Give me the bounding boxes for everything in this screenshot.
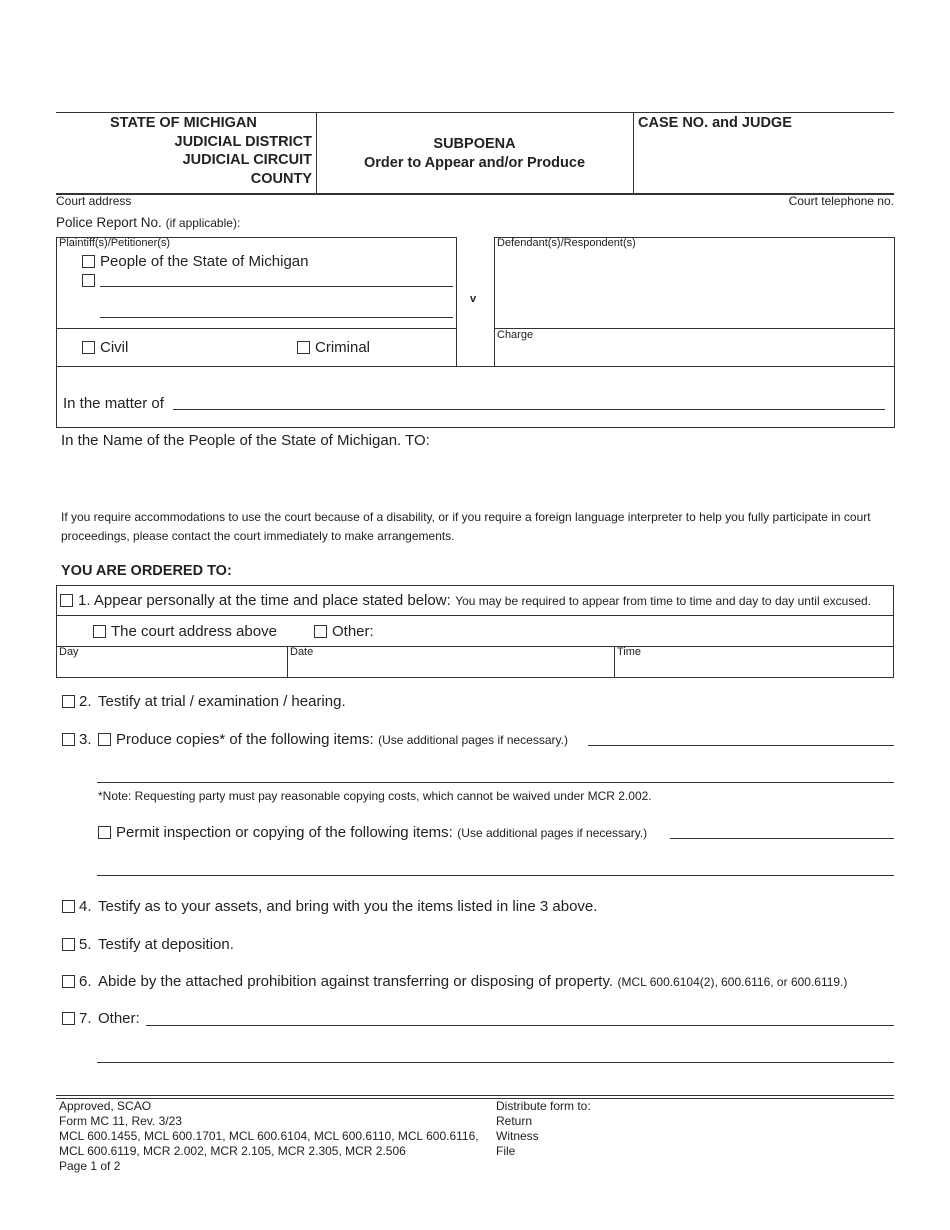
item2-checkbox[interactable] xyxy=(62,695,75,708)
produce-items-line-2[interactable] xyxy=(97,782,894,783)
footer-rule-1 xyxy=(56,1095,894,1096)
other-place-checkbox[interactable] xyxy=(314,625,327,638)
form-number: Form MC 11, Rev. 3/23 xyxy=(59,1114,182,1128)
other-plaintiff-checkbox[interactable] xyxy=(82,274,95,287)
date-time-divider xyxy=(614,646,615,678)
day-date-divider xyxy=(287,646,288,678)
footer-left xyxy=(59,1099,479,1174)
criminal-checkbox[interactable] xyxy=(297,341,310,354)
item5-checkbox[interactable] xyxy=(62,938,75,951)
item4-checkbox[interactable] xyxy=(62,900,75,913)
other-place-label: Other: xyxy=(332,623,374,640)
case-no-field[interactable] xyxy=(640,132,890,188)
time-field[interactable] xyxy=(618,660,890,676)
to-line: In the Name of the People of the State of Michigan. TO: xyxy=(61,432,430,449)
court-telephone-label: Court telephone no. xyxy=(788,194,894,208)
appearance-row-rule-2 xyxy=(56,646,894,647)
header-top-rule xyxy=(56,112,894,113)
mcl-references-2: MCL 600.6119, MCR 2.002, MCR 2.105, MCR 2.305, MCR 2.506 xyxy=(59,1144,406,1158)
copy-cost-note: *Note: Requesting party must pay reasonable copying costs, which cannot be waived under MCR 2.002. xyxy=(98,789,652,803)
permit-note: (Use additional pages if necessary.) xyxy=(457,826,648,840)
item1-row xyxy=(78,592,871,610)
approved-label: Approved, SCAO xyxy=(59,1099,152,1113)
item7-line-1[interactable] xyxy=(146,1025,894,1026)
charge-label: Charge xyxy=(497,329,534,341)
people-checkbox[interactable] xyxy=(82,255,95,268)
distribute-label: Distribute form to: xyxy=(496,1099,591,1113)
matter-field[interactable] xyxy=(173,409,885,410)
item4-label: Testify as to your assets, and bring with you the items listed in line 3 above. xyxy=(98,898,598,915)
court-address-checkbox[interactable] xyxy=(93,625,106,638)
form-subtitle: Order to Appear and/or Produce xyxy=(363,155,586,171)
circuit-label: JUDICIAL CIRCUIT xyxy=(182,152,312,168)
charge-field[interactable] xyxy=(498,343,890,363)
state-label: STATE OF MICHIGAN xyxy=(110,115,257,131)
permit-items-line-2[interactable] xyxy=(97,875,894,876)
item2-number: 2. xyxy=(79,693,92,710)
accommodation-line-2: proceedings, please contact the court immediately to make arrangements. xyxy=(61,529,455,543)
defendant-box-divider xyxy=(494,328,895,329)
case-no-label: CASE NO. and JUDGE xyxy=(638,115,792,131)
day-label: Day xyxy=(59,646,79,658)
item5-number: 5. xyxy=(79,936,92,953)
produce-items-line-1[interactable] xyxy=(588,745,894,746)
police-report-field[interactable] xyxy=(250,213,550,231)
distribute-file: File xyxy=(496,1144,516,1158)
item6-row xyxy=(98,973,847,991)
permit-label: Permit inspection or copying of the following items: xyxy=(116,824,453,841)
plaintiff-box-divider xyxy=(56,328,457,329)
item7-checkbox[interactable] xyxy=(62,1012,75,1025)
other-plaintiff-line-1[interactable] xyxy=(100,286,453,287)
item6-number: 6. xyxy=(79,973,92,990)
matter-box xyxy=(56,366,895,428)
court-address-option: The court address above xyxy=(111,623,277,640)
produce-copies-checkbox[interactable] xyxy=(98,733,111,746)
recipient-field[interactable] xyxy=(61,455,891,500)
item3-label: Produce copies* of the following items: xyxy=(116,731,374,748)
police-report-note: (if applicable): xyxy=(165,216,241,230)
item1-label: 1. Appear personally at the time and place stated below: xyxy=(78,592,451,609)
item7-line-2[interactable] xyxy=(97,1062,894,1063)
item3-checkbox[interactable] xyxy=(62,733,75,746)
plaintiff-label: Plaintiff(s)/Petitioner(s) xyxy=(59,237,171,249)
item5-label: Testify at deposition. xyxy=(98,936,234,953)
time-label: Time xyxy=(617,646,642,658)
police-report-row xyxy=(56,215,240,230)
item7-number: 7. xyxy=(79,1010,92,1027)
versus-label: v xyxy=(470,293,477,305)
police-report-label: Police Report No. xyxy=(56,215,162,230)
item1-note: You may be required to appear from time to time and day to day until excused. xyxy=(455,594,871,608)
distribute-return: Return xyxy=(496,1114,533,1128)
court-address-label: Court address xyxy=(56,194,132,208)
item7-label: Other: xyxy=(98,1010,140,1027)
item3-number: 3. xyxy=(79,731,92,748)
matter-label: In the matter of xyxy=(63,395,164,412)
form-title: SUBPOENA xyxy=(433,136,516,152)
criminal-label: Criminal xyxy=(315,339,371,356)
item6-label: Abide by the attached prohibition against transferring or disposing of property. xyxy=(98,973,614,990)
page-number: Page 1 of 2 xyxy=(59,1159,121,1173)
day-field[interactable] xyxy=(60,660,282,676)
date-label: Date xyxy=(290,646,314,658)
district-label: JUDICIAL DISTRICT xyxy=(174,134,312,150)
item3-note: (Use additional pages if necessary.) xyxy=(378,733,568,747)
item6-note: (MCL 600.6104(2), 600.6116, or 600.6119.) xyxy=(617,975,848,989)
item6-checkbox[interactable] xyxy=(62,975,75,988)
header-divider-left xyxy=(316,112,317,193)
accommodation-line-1: If you require accommodations to use the court because of a disability, or if you require a foreign language interpreter to help you fully participate in court xyxy=(61,510,871,524)
civil-checkbox[interactable] xyxy=(82,341,95,354)
distribute-witness: Witness xyxy=(496,1129,539,1143)
county-label: COUNTY xyxy=(250,171,312,187)
permit-items-line-1[interactable] xyxy=(670,838,894,839)
item1-checkbox[interactable] xyxy=(60,594,73,607)
permit-inspection-checkbox[interactable] xyxy=(98,826,111,839)
mcl-references-1: MCL 600.1455, MCL 600.1701, MCL 600.6104, MCL 600.6110, MCL 600.6116, xyxy=(59,1129,479,1143)
header-divider-right xyxy=(633,112,634,193)
date-field[interactable] xyxy=(291,660,609,676)
orders-heading: YOU ARE ORDERED TO: xyxy=(61,563,232,579)
defendant-label: Defendant(s)/Respondent(s) xyxy=(497,237,636,249)
item3-row xyxy=(116,731,568,749)
header-bottom-rule xyxy=(56,193,894,195)
other-place-field[interactable] xyxy=(380,619,885,641)
item4-number: 4. xyxy=(79,898,92,915)
footer-distribution xyxy=(496,1099,591,1159)
defendant-field[interactable] xyxy=(498,254,890,324)
permit-row xyxy=(116,824,647,842)
appearance-row-rule-1 xyxy=(56,615,894,616)
other-plaintiff-line-2[interactable] xyxy=(100,317,453,318)
item2-label: Testify at trial / examination / hearing. xyxy=(98,693,346,710)
people-option-label: People of the State of Michigan xyxy=(100,253,309,270)
civil-label: Civil xyxy=(100,339,129,356)
